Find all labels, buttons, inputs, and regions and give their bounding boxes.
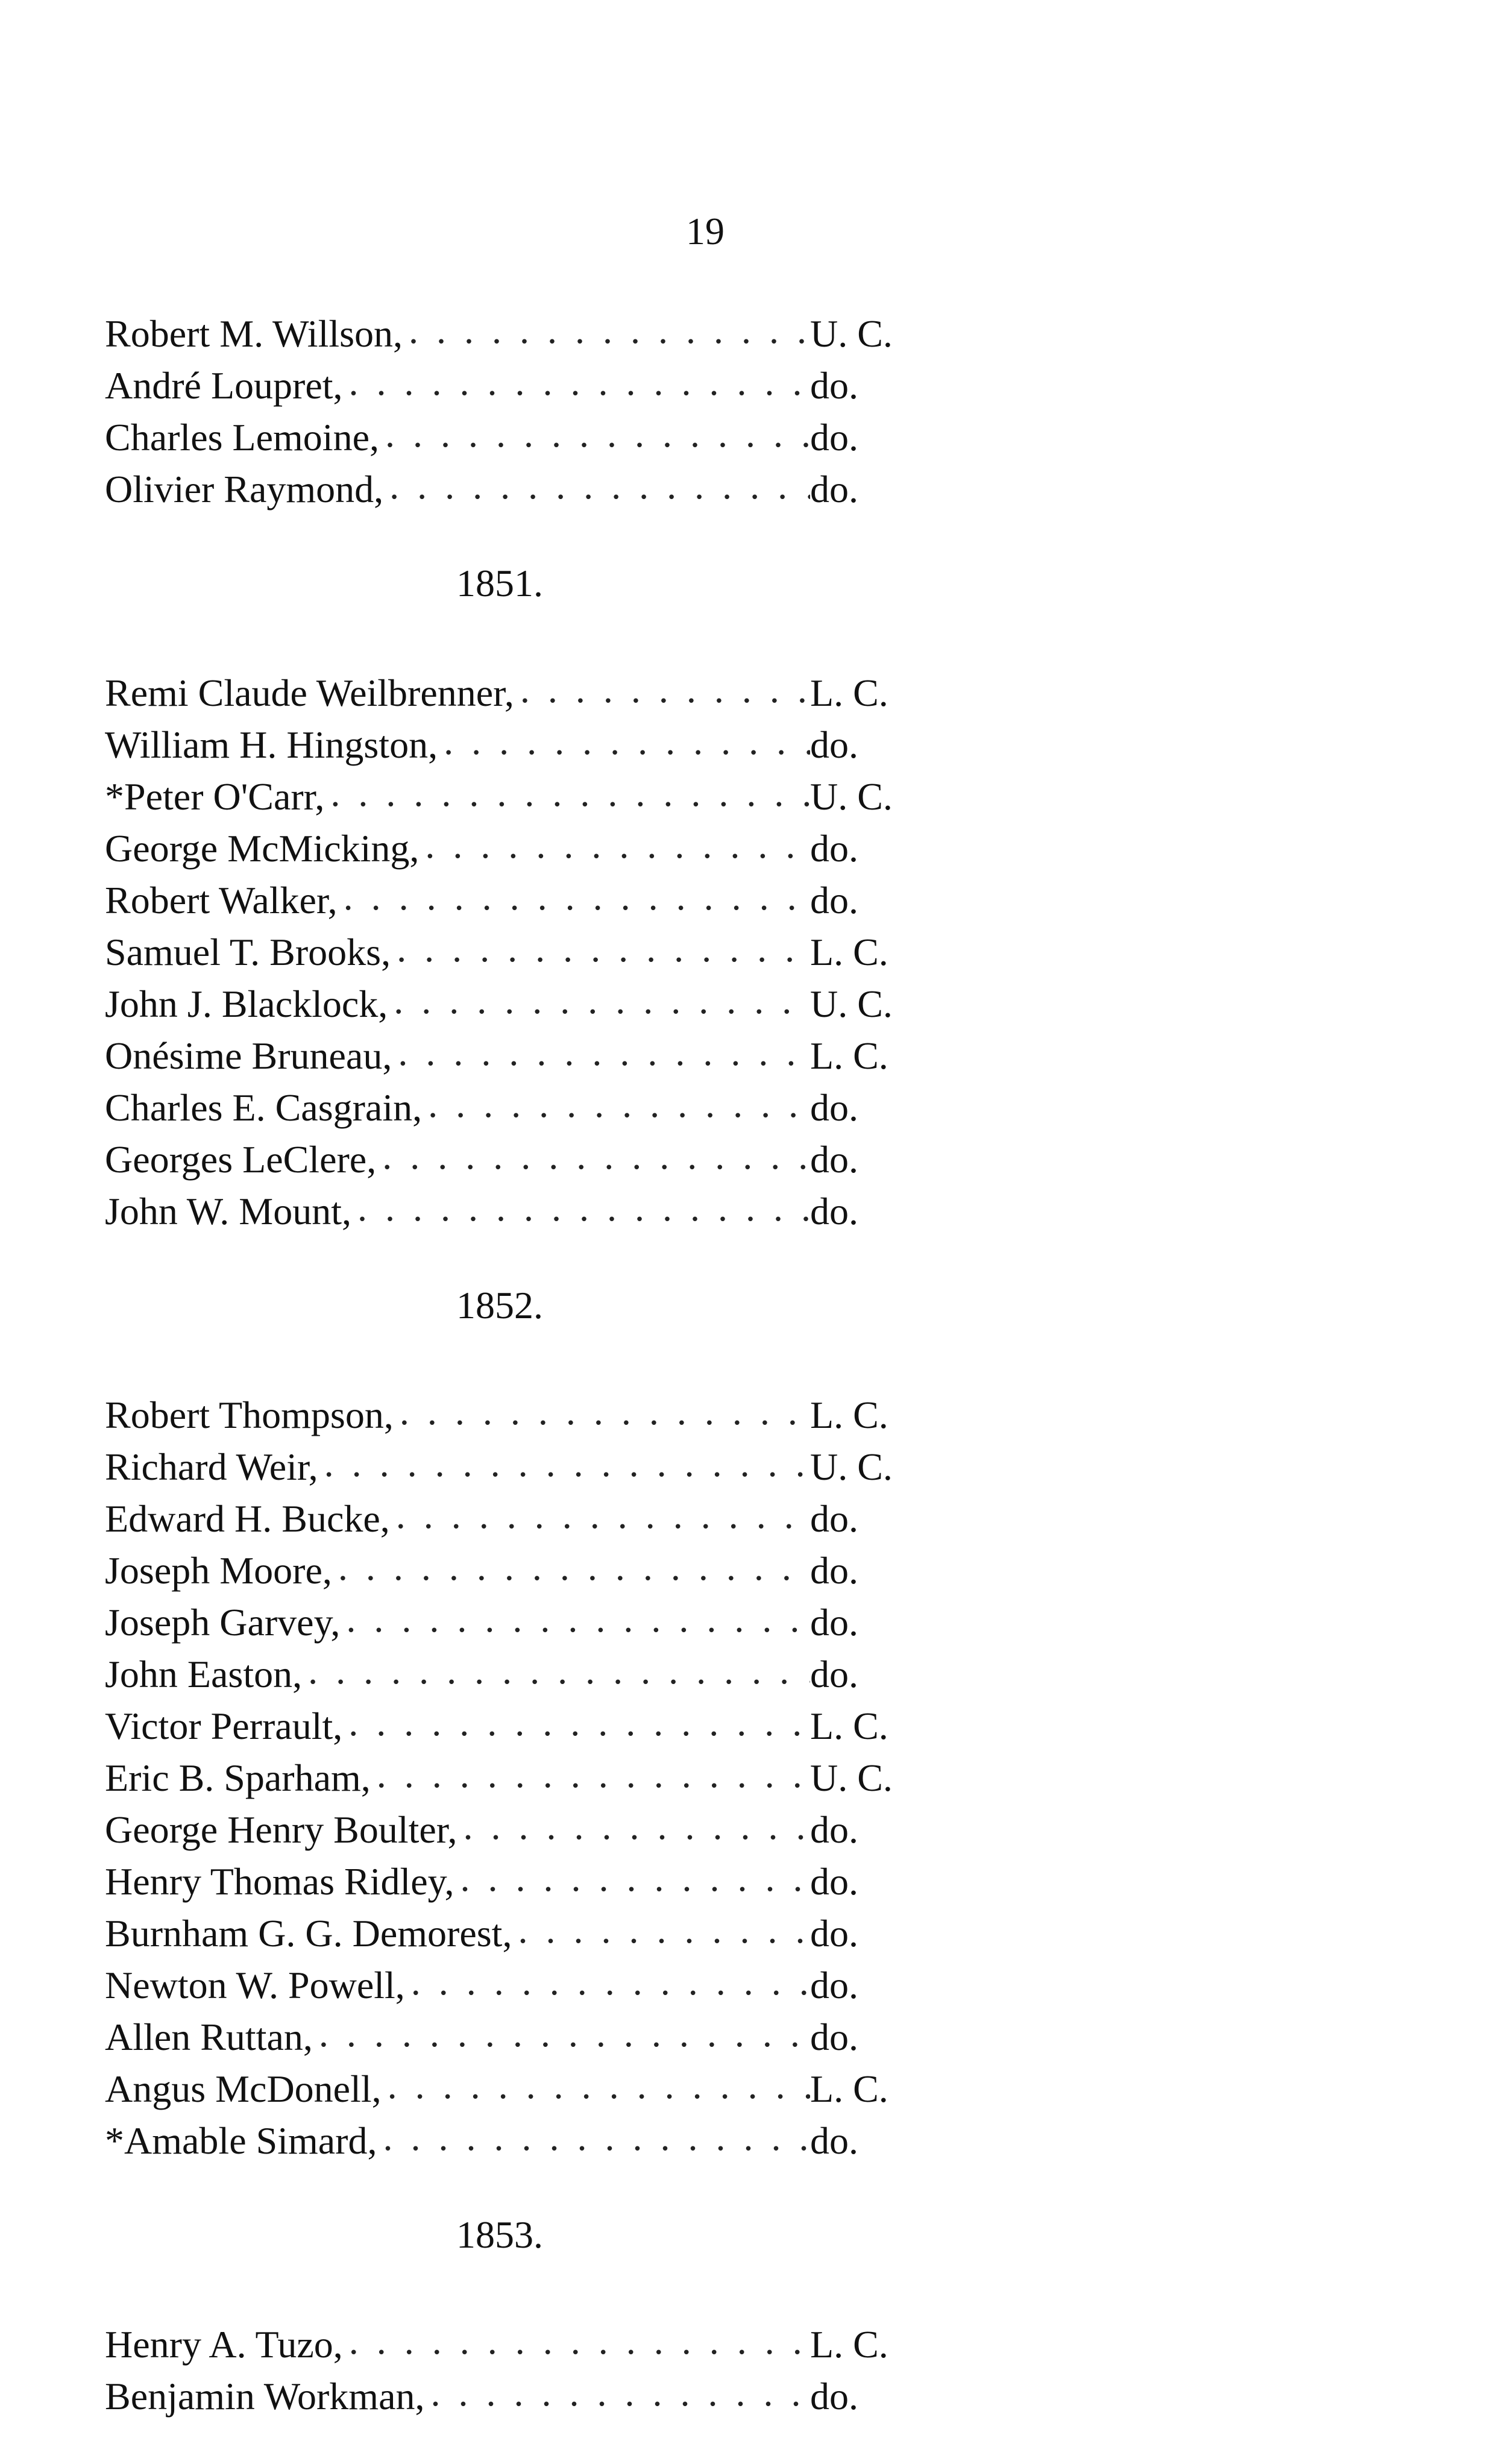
list-item (105, 1023, 907, 1075)
entry-name: Samuel T. Brooks, (105, 931, 391, 973)
list-item (105, 712, 907, 764)
section-unlabeled (105, 301, 907, 509)
entry-place: do. (810, 364, 858, 407)
entry-name: Remi Claude Weilbrenner, (105, 671, 514, 714)
entry-place: do. (810, 1808, 858, 1851)
year-heading: 1852. (456, 1284, 543, 1327)
dot-leader (424, 2374, 810, 2412)
entry-name: Benjamin Workman, (105, 2375, 425, 2418)
list-item (105, 661, 907, 712)
dot-leader (302, 1652, 810, 1690)
dot-leader (457, 1807, 810, 1846)
list-item (105, 816, 907, 868)
entry-name: John J. Blacklock, (105, 982, 388, 1025)
dot-leader (338, 878, 810, 916)
list-item (105, 1849, 907, 1901)
entry-place: do. (810, 1912, 858, 1955)
entry-place: L. C. (810, 2067, 888, 2110)
dot-leader (390, 1496, 810, 1535)
entry-place: do. (810, 1086, 858, 1129)
list-item (105, 2005, 907, 2057)
dot-leader (392, 1033, 810, 1072)
dot-leader (379, 415, 810, 453)
dot-leader (419, 826, 810, 864)
entry-place: do. (810, 2119, 858, 2162)
dot-leader (324, 774, 810, 812)
dot-leader (318, 1444, 810, 1483)
entry-place: do. (810, 723, 858, 766)
page-number: 19 (686, 210, 725, 253)
dot-leader (514, 670, 810, 709)
dot-leader (313, 2014, 810, 2053)
entry-place: U. C. (810, 1445, 893, 1488)
list-item (105, 1953, 907, 2005)
list-item (105, 1746, 907, 1797)
list-item (105, 1127, 907, 1179)
entry-name: Henry Thomas Ridley, (105, 1860, 454, 1903)
entry-place: do. (810, 1190, 858, 1233)
list-item (105, 1486, 907, 1538)
entry-place: do. (810, 1138, 858, 1181)
dot-leader (438, 722, 810, 761)
entry-place: do. (810, 827, 858, 870)
dot-leader (343, 2322, 810, 2360)
entry-name: Burnham G. G. Demorest, (105, 1912, 512, 1955)
list-item (105, 405, 907, 457)
entry-place: L. C. (810, 2323, 888, 2366)
entry-place: do. (810, 468, 858, 511)
dot-leader (403, 311, 810, 350)
year-heading: 1853. (456, 2213, 543, 2256)
list-item (105, 764, 907, 816)
entry-place: do. (810, 1497, 858, 1540)
entry-name: George Henry Boulter, (105, 1808, 457, 1851)
register-list (105, 301, 907, 2416)
section-1852 (105, 1286, 907, 2160)
list-item (105, 2057, 907, 2108)
entry-name: André Loupret, (105, 364, 343, 407)
dot-leader (512, 1911, 810, 1949)
dot-leader (332, 1548, 810, 1586)
dot-leader (388, 981, 810, 1020)
entry-place: L. C. (810, 1705, 888, 1747)
entry-name: Onésime Bruneau, (105, 1034, 392, 1077)
entry-place: L. C. (810, 671, 888, 714)
list-item (105, 1383, 907, 1435)
dot-leader (383, 467, 810, 505)
entry-name: Newton W. Powell, (105, 1964, 405, 2007)
entry-name: Allen Ruttan, (105, 2016, 313, 2058)
dot-leader (351, 1189, 810, 1227)
list-item (105, 2364, 907, 2416)
list-item (105, 2312, 907, 2364)
entry-name: Robert Thompson, (105, 1394, 394, 1436)
list-item (105, 2108, 907, 2160)
entry-place: do. (810, 416, 858, 459)
entry-name: Joseph Garvey, (105, 1601, 341, 1644)
dot-leader (376, 1137, 810, 1175)
entry-place: L. C. (810, 1394, 888, 1436)
entry-name: Georges LeClere, (105, 1138, 377, 1181)
list-item (105, 920, 907, 972)
list-item (105, 1179, 907, 1231)
entry-name: Victor Perrault, (105, 1705, 343, 1747)
list-item (105, 972, 907, 1023)
dot-leader (382, 2066, 810, 2105)
entry-name: Edward H. Bucke, (105, 1497, 390, 1540)
entry-name: Charles Lemoine, (105, 416, 379, 459)
dot-leader (394, 1392, 810, 1431)
entry-place: do. (810, 2375, 858, 2418)
list-item (105, 353, 907, 405)
list-item (105, 1538, 907, 1590)
entry-name: John W. Mount, (105, 1190, 351, 1233)
entry-place: do. (810, 1860, 858, 1903)
entry-name: Richard Weir, (105, 1445, 318, 1488)
dot-leader (422, 1085, 810, 1124)
dot-leader (371, 1755, 810, 1794)
dot-leader (342, 1703, 810, 1742)
list-item (105, 1797, 907, 1849)
entry-place: L. C. (810, 1034, 888, 1077)
entry-place: U. C. (810, 775, 893, 818)
list-item (105, 868, 907, 920)
dot-leader (340, 1600, 810, 1638)
list-item (105, 301, 907, 353)
entry-place: do. (810, 1549, 858, 1592)
entry-name: *Peter O'Carr, (105, 775, 325, 818)
list-item (105, 1694, 907, 1746)
section-1853 (105, 2213, 907, 2418)
entry-name: Olivier Raymond, (105, 468, 384, 511)
list-item (105, 1590, 907, 1642)
dot-leader (377, 2118, 810, 2157)
list-item (105, 1075, 907, 1127)
entry-place: U. C. (810, 982, 893, 1025)
entry-place: U. C. (810, 312, 893, 355)
entry-name: George McMicking, (105, 827, 420, 870)
entry-place: L. C. (810, 931, 888, 973)
year-heading: 1851. (456, 562, 543, 605)
entry-name: Angus McDonell, (105, 2067, 382, 2110)
entry-name: Charles E. Casgrain, (105, 1086, 423, 1129)
list-item (105, 1435, 907, 1486)
list-item (105, 457, 907, 509)
section-1851 (105, 564, 907, 1231)
entry-name: Robert Walker, (105, 879, 338, 922)
entry-name: *Amable Simard, (105, 2119, 377, 2162)
dot-leader (343, 363, 810, 401)
entry-place: U. C. (810, 1756, 893, 1799)
entry-place: do. (810, 1964, 858, 2007)
dot-leader (391, 929, 810, 968)
entry-place: do. (810, 1601, 858, 1644)
list-item (105, 1901, 907, 1953)
entry-place: do. (810, 879, 858, 922)
entry-name: Robert M. Willson, (105, 312, 403, 355)
entry-place: do. (810, 1653, 858, 1696)
dot-leader (454, 1859, 810, 1897)
entry-name: Joseph Moore, (105, 1549, 332, 1592)
list-item (105, 1642, 907, 1694)
entry-name: William H. Hingston, (105, 723, 438, 766)
entry-place: do. (810, 2016, 858, 2058)
dot-leader (405, 1963, 810, 2001)
entry-name: Eric B. Sparham, (105, 1756, 371, 1799)
entry-name: Henry A. Tuzo, (105, 2323, 343, 2366)
entry-name: John Easton, (105, 1653, 303, 1696)
